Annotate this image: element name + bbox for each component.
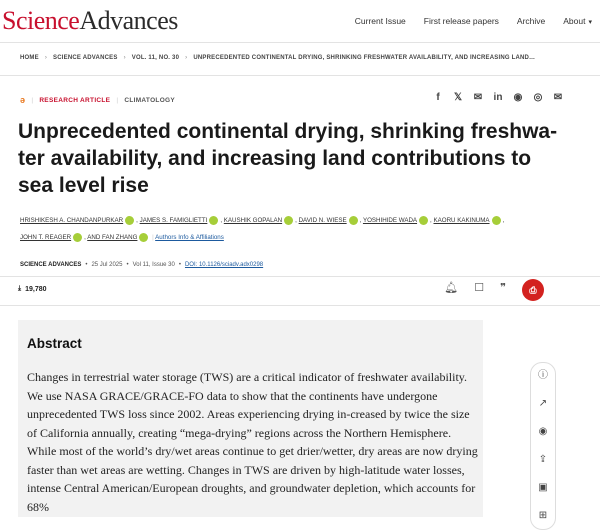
weibo-icon[interactable]: ◎ — [533, 92, 543, 103]
reddit-icon[interactable]: ◉ — [513, 92, 523, 103]
nav-current-issue[interactable]: Current Issue — [354, 16, 406, 26]
authors-info-link[interactable]: Authors Info & Affiliations — [155, 234, 224, 241]
pub-date: 25 Jul 2025 — [91, 262, 123, 268]
linkedin-icon[interactable]: in — [493, 92, 503, 103]
nav-archive[interactable]: Archive — [516, 16, 546, 26]
author-name[interactable]: HRISHIKESH A. CHANDANPURKAR — [20, 217, 124, 224]
divider — [0, 276, 600, 277]
breadcrumb — [20, 55, 535, 61]
bookmark-icon[interactable]: ☐ — [474, 282, 485, 294]
doi-link[interactable]: DOI: 10.1126/sciadv.adx0298 — [184, 262, 264, 268]
breadcrumb-home[interactable]: HOME — [20, 55, 39, 61]
author-name[interactable]: JOHN T. REAGER — [20, 234, 72, 241]
orcid-icon[interactable] — [284, 216, 293, 225]
author-name[interactable]: KAORU KAKINUMA — [433, 217, 490, 224]
separator: | — [31, 96, 34, 104]
separator: • — [126, 262, 129, 268]
side-toolbar — [530, 362, 556, 530]
abstract-section — [18, 320, 483, 517]
author-name[interactable]: DAVID N. WIESE — [298, 217, 347, 224]
orcid-icon[interactable] — [419, 216, 428, 225]
orcid-icon[interactable] — [125, 216, 134, 225]
tables-icon[interactable]: ⊞ — [538, 510, 548, 521]
breadcrumb-separator: › — [123, 55, 126, 61]
download-count — [18, 285, 47, 293]
info-icon[interactable]: ⓘ — [538, 370, 548, 381]
separator: | — [152, 234, 154, 241]
article-title: Unprecedented continental drying, shrinking freshwa-ter availability, and increasing land contributions to sea level rise — [18, 120, 558, 197]
divider — [0, 75, 600, 76]
nav-about-label: About — [563, 16, 586, 26]
abstract-heading: Abstract — [27, 336, 82, 351]
article-meta — [20, 95, 175, 105]
bell-icon[interactable]: 🔔︎ — [444, 282, 459, 294]
download-icon: ⤓ — [18, 285, 22, 292]
metrics-icon[interactable]: ↗ — [538, 398, 548, 409]
breadcrumb-article: UNPRECEDENTED CONTINENTAL DRYING, SHRINKING FRESHWATER AVAILABILITY, AND INCREASING LAND… — [193, 55, 536, 61]
site-header — [0, 0, 600, 42]
separator: • — [178, 262, 181, 268]
orcid-icon[interactable] — [209, 216, 218, 225]
logo-advances: Advances — [79, 6, 178, 35]
orcid-icon[interactable] — [73, 233, 82, 242]
logo-science: Science — [2, 6, 80, 35]
divider — [0, 42, 600, 43]
share-icon[interactable]: ⇪ — [538, 454, 548, 465]
quote-icon[interactable]: ❞ — [500, 282, 506, 294]
article-actions — [444, 281, 506, 294]
x-icon[interactable]: 𝕏 — [453, 92, 463, 103]
chevron-down-icon: ▾ — [588, 19, 592, 26]
download-count-value: 19,780 — [25, 285, 47, 293]
pdf-icon[interactable]: ⎙ — [522, 279, 544, 301]
article-type: RESEARCH ARTICLE — [39, 96, 111, 104]
separator: | — [116, 96, 119, 104]
breadcrumb-issue[interactable]: VOL. 11, NO. 30 — [131, 55, 180, 61]
breadcrumb-journal[interactable]: SCIENCE ADVANCES — [53, 55, 118, 61]
facebook-icon[interactable]: f — [436, 92, 440, 103]
journal-name: SCIENCE ADVANCES — [20, 262, 82, 268]
orcid-icon[interactable] — [492, 216, 501, 225]
top-nav — [355, 16, 592, 26]
eye-icon[interactable]: ◉ — [538, 426, 548, 437]
breadcrumb-separator: › — [44, 55, 48, 61]
author-name[interactable]: JAMES S. FAMIGLIETTI — [139, 217, 208, 224]
share-bar — [432, 92, 564, 103]
wechat-icon[interactable]: ✉ — [473, 92, 483, 103]
volume-issue[interactable]: Vol 11, Issue 30 — [132, 262, 175, 268]
author-name[interactable]: AND FAN ZHANG — [87, 234, 138, 241]
orcid-icon[interactable] — [139, 233, 148, 242]
email-icon[interactable]: ✉ — [553, 92, 563, 103]
science-advances-logo[interactable] — [2, 6, 178, 36]
abstract-text: Changes in terrestrial water storage (TWS) are a critical indicator of freshwater availability. We use NASA GRACE/GRACE-FO data to show that the continents have undergone unprecedented TWS loss since 2002. Areas experiencing drying in-creased by twice the size of California annually, creating “mega-drying” regions across the Northern Hemisphere. While most of the world’s dry/wet areas continue to get drier/wetter, dry areas are now drying faster than wet areas are wetting. Changes in TWS are driven by high-latitude water losses, intense Central American/European droughts, and groundwater depletion, which accounts for 68% — [27, 370, 478, 514]
author-list: HRISHIKESH A. CHANDANPURKAR , JAMES S. FAMIGLIETTI , KAUSHIK GOPALAN , DAVID N. WIESE , YOSHIHIDE WADA , KAORU KAKINUMA , JOHN T. REAGER , AND FAN ZHANG | Authors Info & Affiliations — [20, 217, 505, 241]
open-access-icon: ə — [20, 95, 26, 105]
publication-info — [20, 262, 263, 268]
article-subject[interactable]: CLIMATOLOGY — [124, 96, 176, 104]
figures-icon[interactable]: ▣ — [538, 482, 548, 493]
nav-first-release[interactable]: First release papers — [423, 16, 499, 26]
breadcrumb-separator: › — [185, 55, 188, 61]
divider — [0, 305, 600, 306]
orcid-icon[interactable] — [349, 216, 358, 225]
nav-about[interactable] — [563, 16, 592, 26]
author-name[interactable]: KAUSHIK GOPALAN — [223, 217, 283, 224]
author-name[interactable]: YOSHIHIDE WADA — [362, 217, 418, 224]
separator: • — [85, 262, 88, 268]
